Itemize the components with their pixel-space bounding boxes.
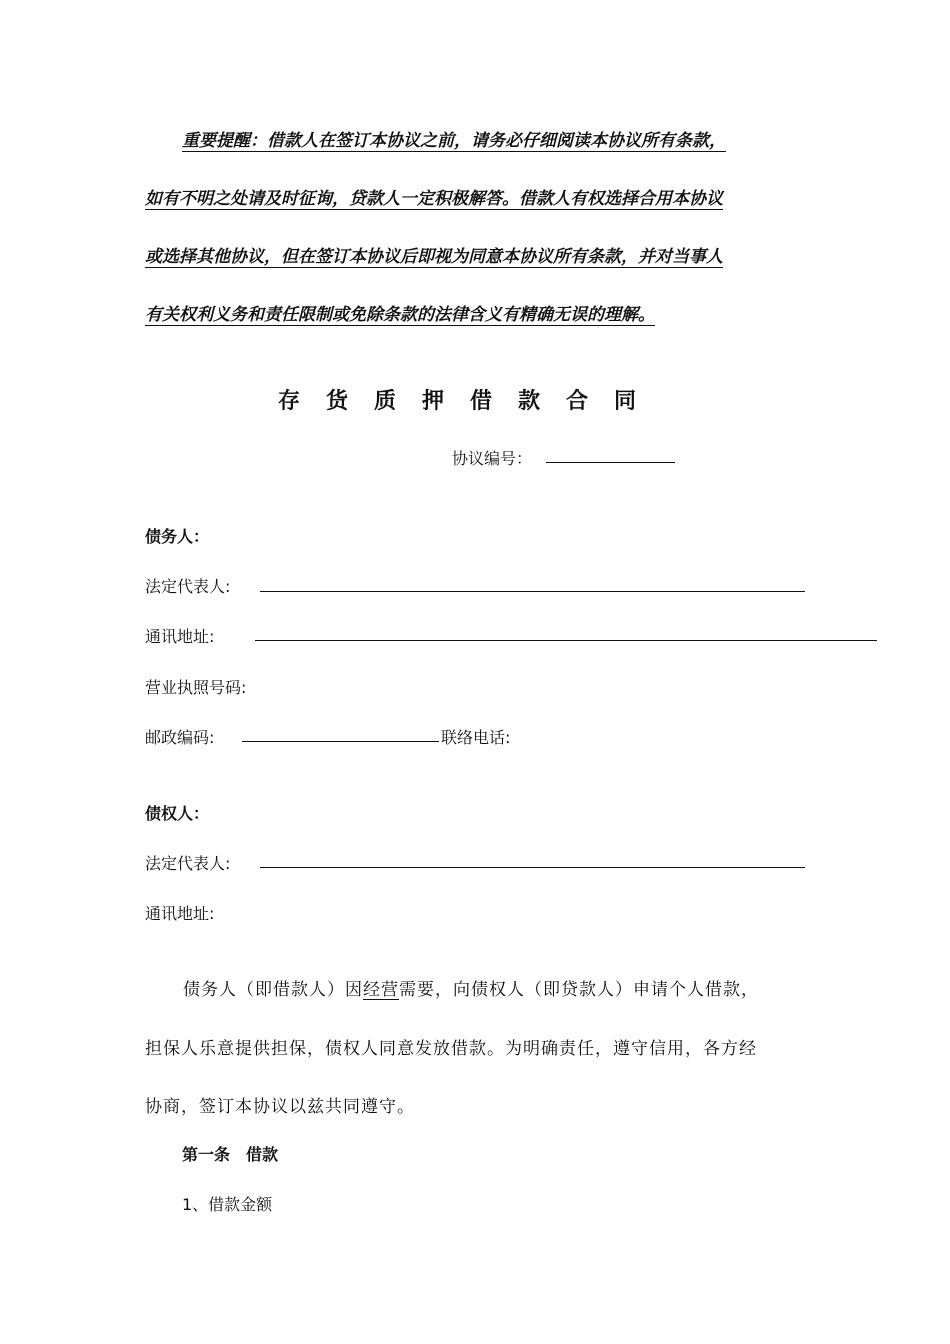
creditor-legal-rep-label: 法定代表人: [145, 854, 231, 873]
debtor-license-label: 营业执照号码: [145, 678, 247, 697]
intro-line-2: 担保人乐意提供担保，债权人同意发放借款。为明确责任，遵守信用，各方经 [145, 1039, 757, 1059]
debtor-address-field[interactable] [255, 640, 877, 641]
debtor-legal-rep-field[interactable] [260, 591, 805, 592]
intro-line-1-part-a: 债务人（即借款人）因 [183, 980, 363, 1000]
debtor-address-label: 通讯地址: [145, 627, 215, 646]
debtor-postcode-label: 邮政编码: [145, 728, 215, 747]
agreement-no-field[interactable] [546, 462, 675, 463]
notice-line-3: 或选择其他协议，但在签订本协议后即视为同意本协议所有条款，并对当事人 [145, 247, 723, 267]
debtor-phone-label: 联络电话: [441, 728, 511, 747]
creditor-heading: 债权人： [145, 804, 210, 823]
contract-title: 存货质押借款合同 [278, 389, 663, 414]
intro-line-1 [183, 975, 759, 1000]
intro-line-1-part-c: 需要，向债权人（即贷款人）申请个人借款， [399, 980, 759, 1000]
notice-line-1: 重要提醒：借款人在签订本协议之前，请务必仔细阅读本协议所有条款， [182, 131, 726, 151]
notice-line-4: 有关权利义务和责任限制或免除条款的法律含义有精确无误的理解。 [145, 305, 655, 325]
notice-line-2: 如有不明之处请及时征询，贷款人一定积极解答。借款人有权选择合用本协议 [145, 189, 723, 209]
intro-line-3: 协商，签订本协议以兹共同遵守。 [145, 1097, 415, 1117]
creditor-address-label: 通讯地址: [145, 904, 215, 923]
debtor-postcode-field[interactable] [242, 741, 439, 742]
intro-line-1-underlined: 经营 [363, 980, 399, 1000]
debtor-heading: 债务人： [145, 527, 210, 546]
article-1-item-1: 1、借款金额 [182, 1195, 273, 1214]
debtor-legal-rep-label: 法定代表人: [145, 577, 231, 596]
article-1-heading: 第一条 借款 [182, 1145, 279, 1164]
creditor-legal-rep-field[interactable] [260, 867, 805, 868]
agreement-no-label: 协议编号： [452, 449, 533, 468]
